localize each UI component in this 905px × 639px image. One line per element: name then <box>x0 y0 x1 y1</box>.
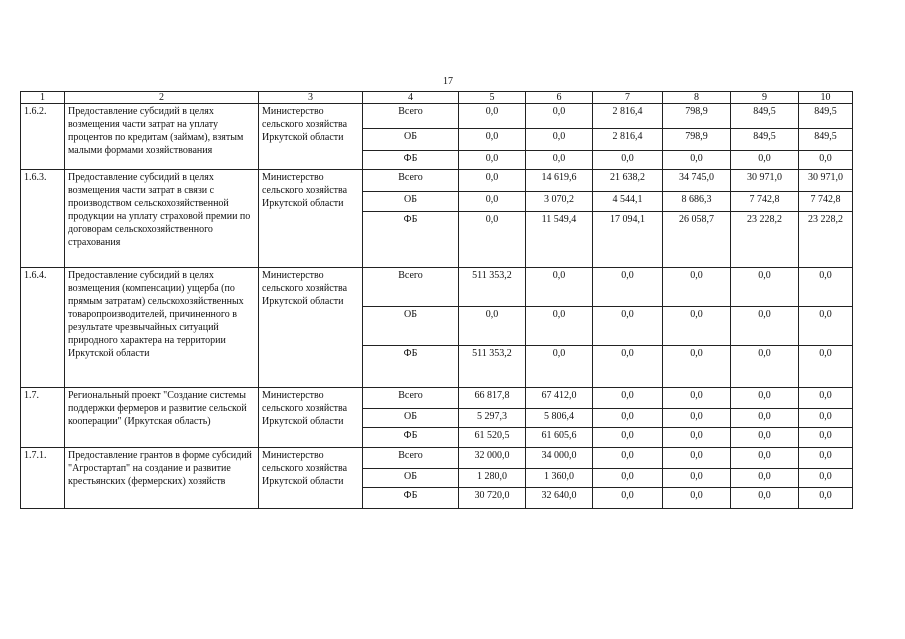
value-cell: 2 816,4 <box>593 129 663 151</box>
value-cell: 0,0 <box>731 448 799 469</box>
funding-level: ОБ <box>363 129 459 151</box>
value-cell: 0,0 <box>663 388 731 409</box>
table-row <box>21 268 853 307</box>
value-cell: 0,0 <box>663 151 731 170</box>
value-cell: 0,0 <box>799 448 853 469</box>
value-cell: 0,0 <box>799 428 853 448</box>
row-executor: Министерство сельского хозяйства Иркутской области <box>259 268 363 388</box>
header-cell: 3 <box>259 92 363 104</box>
funding-level: Всего <box>363 170 459 192</box>
value-cell: 7 742,8 <box>799 192 853 212</box>
funding-level: ОБ <box>363 469 459 488</box>
value-cell: 0,0 <box>731 488 799 509</box>
value-cell: 0,0 <box>731 409 799 428</box>
value-cell: 5 806,4 <box>526 409 593 428</box>
header-cell: 9 <box>731 92 799 104</box>
value-cell: 7 742,8 <box>731 192 799 212</box>
page-number: 17 <box>443 76 453 87</box>
header-cell: 2 <box>65 92 259 104</box>
value-cell: 0,0 <box>663 448 731 469</box>
table-row <box>21 448 853 469</box>
value-cell: 0,0 <box>663 409 731 428</box>
funding-level: ФБ <box>363 346 459 388</box>
value-cell: 0,0 <box>593 488 663 509</box>
header-cell: 4 <box>363 92 459 104</box>
value-cell: 0,0 <box>459 307 526 346</box>
funding-level: Всего <box>363 448 459 469</box>
value-cell: 0,0 <box>593 448 663 469</box>
value-cell: 3 070,2 <box>526 192 593 212</box>
value-cell: 0,0 <box>799 268 853 307</box>
value-cell: 21 638,2 <box>593 170 663 192</box>
value-cell: 17 094,1 <box>593 212 663 268</box>
value-cell: 1 280,0 <box>459 469 526 488</box>
value-cell: 0,0 <box>731 346 799 388</box>
value-cell: 30 720,0 <box>459 488 526 509</box>
value-cell: 849,5 <box>731 129 799 151</box>
funding-level: ФБ <box>363 212 459 268</box>
value-cell: 849,5 <box>799 104 853 129</box>
value-cell: 0,0 <box>799 307 853 346</box>
value-cell: 61 520,5 <box>459 428 526 448</box>
row-code: 1.7.1. <box>21 448 65 509</box>
funding-level: Всего <box>363 104 459 129</box>
funding-level: ОБ <box>363 409 459 428</box>
value-cell: 0,0 <box>526 151 593 170</box>
value-cell: 0,0 <box>459 129 526 151</box>
header-cell: 10 <box>799 92 853 104</box>
value-cell: 0,0 <box>593 346 663 388</box>
value-cell: 0,0 <box>526 268 593 307</box>
value-cell: 0,0 <box>593 409 663 428</box>
value-cell: 0,0 <box>526 129 593 151</box>
value-cell: 0,0 <box>459 151 526 170</box>
value-cell: 0,0 <box>593 428 663 448</box>
value-cell: 5 297,3 <box>459 409 526 428</box>
value-cell: 0,0 <box>799 469 853 488</box>
value-cell: 1 360,0 <box>526 469 593 488</box>
value-cell: 0,0 <box>663 346 731 388</box>
value-cell: 8 686,3 <box>663 192 731 212</box>
table-row <box>21 170 853 192</box>
value-cell: 30 971,0 <box>799 170 853 192</box>
value-cell: 511 353,2 <box>459 268 526 307</box>
value-cell: 0,0 <box>731 388 799 409</box>
funding-level: ОБ <box>363 307 459 346</box>
value-cell: 23 228,2 <box>731 212 799 268</box>
value-cell: 798,9 <box>663 129 731 151</box>
value-cell: 0,0 <box>663 307 731 346</box>
header-cell: 7 <box>593 92 663 104</box>
value-cell: 0,0 <box>663 488 731 509</box>
header-cell: 8 <box>663 92 731 104</box>
funding-level: ФБ <box>363 488 459 509</box>
value-cell: 34 745,0 <box>663 170 731 192</box>
funding-level: ОБ <box>363 192 459 212</box>
funding-level: Всего <box>363 388 459 409</box>
budget-table <box>20 91 853 509</box>
value-cell: 34 000,0 <box>526 448 593 469</box>
value-cell: 0,0 <box>799 388 853 409</box>
row-executor: Министерство сельского хозяйства Иркутской области <box>259 170 363 268</box>
value-cell: 2 816,4 <box>593 104 663 129</box>
funding-level: ФБ <box>363 151 459 170</box>
table-row <box>21 388 853 409</box>
row-code: 1.6.3. <box>21 170 65 268</box>
row-name: Предоставление субсидий в целях возмещения части затрат на уплату процентов по кредитам (займам), взятым малыми формами хозяйствования <box>65 104 259 170</box>
table-row <box>21 104 853 129</box>
row-executor: Министерство сельского хозяйства Иркутской области <box>259 104 363 170</box>
funding-level: ФБ <box>363 428 459 448</box>
value-cell: 0,0 <box>593 307 663 346</box>
value-cell: 0,0 <box>731 268 799 307</box>
row-name: Предоставление грантов в форме субсидий "Агростартап" на создание и развитие крестьянских (фермерских) хозяйств <box>65 448 259 509</box>
value-cell: 0,0 <box>593 151 663 170</box>
value-cell: 849,5 <box>799 129 853 151</box>
value-cell: 0,0 <box>731 307 799 346</box>
value-cell: 0,0 <box>593 268 663 307</box>
value-cell: 67 412,0 <box>526 388 593 409</box>
row-code: 1.6.4. <box>21 268 65 388</box>
row-executor: Министерство сельского хозяйства Иркутской области <box>259 388 363 448</box>
value-cell: 0,0 <box>731 151 799 170</box>
header-cell: 6 <box>526 92 593 104</box>
row-code: 1.6.2. <box>21 104 65 170</box>
value-cell: 0,0 <box>593 469 663 488</box>
value-cell: 0,0 <box>526 104 593 129</box>
value-cell: 0,0 <box>663 428 731 448</box>
row-name: Предоставление субсидий в целях возмещения части затрат в связи с производством сельскохозяйственной продукции на уплату страховой премии по договорам сельскохозяйственного страхования <box>65 170 259 268</box>
value-cell: 32 640,0 <box>526 488 593 509</box>
value-cell: 32 000,0 <box>459 448 526 469</box>
value-cell: 0,0 <box>459 212 526 268</box>
value-cell: 14 619,6 <box>526 170 593 192</box>
value-cell: 0,0 <box>799 488 853 509</box>
value-cell: 0,0 <box>663 268 731 307</box>
value-cell: 0,0 <box>526 346 593 388</box>
funding-level: Всего <box>363 268 459 307</box>
value-cell: 4 544,1 <box>593 192 663 212</box>
value-cell: 798,9 <box>663 104 731 129</box>
value-cell: 0,0 <box>731 469 799 488</box>
value-cell: 0,0 <box>459 104 526 129</box>
value-cell: 61 605,6 <box>526 428 593 448</box>
value-cell: 511 353,2 <box>459 346 526 388</box>
value-cell: 11 549,4 <box>526 212 593 268</box>
value-cell: 0,0 <box>459 192 526 212</box>
value-cell: 0,0 <box>799 409 853 428</box>
header-cell: 5 <box>459 92 526 104</box>
value-cell: 26 058,7 <box>663 212 731 268</box>
row-executor: Министерство сельского хозяйства Иркутской области <box>259 448 363 509</box>
value-cell: 0,0 <box>731 428 799 448</box>
header-cell: 1 <box>21 92 65 104</box>
value-cell: 0,0 <box>526 307 593 346</box>
value-cell: 0,0 <box>459 170 526 192</box>
value-cell: 23 228,2 <box>799 212 853 268</box>
row-code: 1.7. <box>21 388 65 448</box>
value-cell: 0,0 <box>799 151 853 170</box>
row-name: Предоставление субсидий в целях возмещения (компенсации) ущерба (по прямым затратам) сельскохозяйственных товаропроизводителей, причиненного в результате чрезвычайных ситуаций природного характера на территории Иркутской области <box>65 268 259 388</box>
value-cell: 849,5 <box>731 104 799 129</box>
column-number-header <box>21 92 853 104</box>
value-cell: 0,0 <box>663 469 731 488</box>
value-cell: 0,0 <box>593 388 663 409</box>
value-cell: 0,0 <box>799 346 853 388</box>
value-cell: 66 817,8 <box>459 388 526 409</box>
value-cell: 30 971,0 <box>731 170 799 192</box>
row-name: Региональный проект "Создание системы поддержки фермеров и развитие сельской кооперации" (Иркутская область) <box>65 388 259 448</box>
